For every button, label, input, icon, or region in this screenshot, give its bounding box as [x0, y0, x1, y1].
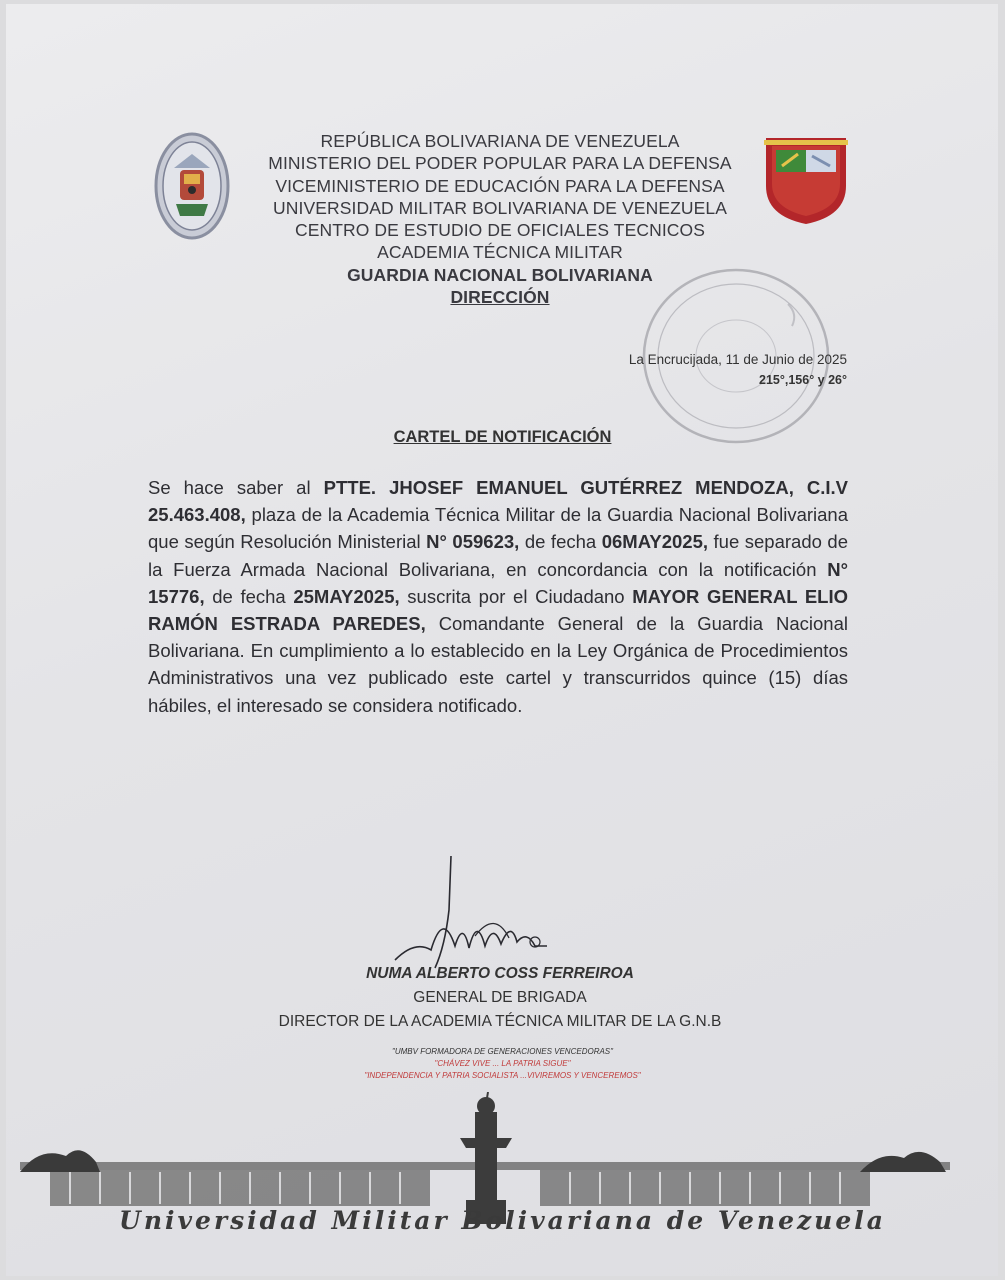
body-bold-general: MAYOR GENERAL ELIO RAMÓN ESTRADA PAREDES,: [148, 585, 848, 635]
body-bold-notification: N° 15776,: [148, 558, 848, 607]
body-text-3: de fecha: [519, 531, 602, 553]
mottos-block: [0, 1046, 1005, 1082]
guard-shield-icon: [762, 132, 850, 226]
document-title-wrapper: [0, 428, 1005, 447]
university-footer-title: Universidad Militar Bolivariana de Venezuela: [119, 1206, 886, 1235]
date-reference: 215°,156° y 26°: [759, 373, 847, 387]
header-line-guard: GUARDIA NACIONAL BOLIVARIANA: [347, 264, 653, 285]
body-text-2: plaza de la Academia Técnica Militar de la Guardia Nacional Bolivariana que según Resolución Ministerial: [148, 504, 848, 553]
notification-body: [148, 474, 848, 719]
body-text-7: Comandante General de la Guardia Nacional Bolivariana. En cumplimiento a lo establecido en la Ley Orgánica de Procedimientos Administrativos una vez publicado este cartel y transcurridos quince (15) días hábiles, el interesado se considera notificado.: [148, 613, 848, 716]
signatory-name: NUMA ALBERTO COSS FERREIROA: [366, 965, 634, 982]
date-block: [629, 350, 847, 390]
body-bold-date-2: 25MAY2025,: [293, 585, 400, 607]
handwritten-signature-icon: [385, 850, 565, 980]
motto-chavez: "CHÁVEZ VIVE ... LA PATRIA SIGUE": [434, 1059, 571, 1068]
body-bold-resolution: N° 059623,: [426, 531, 520, 553]
body-bold-date-1: 06MAY2025,: [601, 531, 709, 553]
header-line-academy: ACADEMIA TÉCNICA MILITAR: [377, 242, 623, 263]
header-line-republic: REPÚBLICA BOLIVARIANA DE VENEZUELA: [320, 131, 680, 151]
motto-university: "UMBV FORMADORA DE GENERACIONES VENCEDORAS": [392, 1047, 613, 1056]
signatory-block: [0, 962, 1000, 1034]
header-line-university: UNIVERSIDAD MILITAR BOLIVARIANA DE VENEZUELA: [273, 197, 727, 218]
body-bold-officer: PTTE. JHOSEF EMANUEL GUTÉRREZ MENDOZA, C.I.V 25.463.408,: [148, 477, 849, 526]
body-text-6: suscrita por el Ciudadano: [399, 585, 633, 607]
header-line-ministry: MINISTERIO DEL PODER POPULAR PARA LA DEFENSA: [268, 153, 732, 174]
place-date: La Encrucijada, 11 de Junio de 2025: [628, 352, 847, 367]
body-text-5: de fecha: [204, 585, 294, 607]
header-line-vice-ministry: VICEMINISTERIO DE EDUCACIÓN PARA LA DEFENSA: [275, 175, 725, 196]
signatory-position: DIRECTOR DE LA ACADEMIA TÉCNICA MILITAR DE LA G.N.B: [278, 1013, 722, 1030]
signatory-rank: GENERAL DE BRIGADA: [413, 989, 587, 1006]
body-text-1: Se hace saber al: [148, 477, 324, 498]
header-line-direction: DIRECCIÓN: [450, 287, 550, 308]
university-emblem-icon: [152, 130, 232, 242]
motto-independence: "INDEPENDENCIA Y PATRIA SOCIALISTA ...VIVIREMOS Y VENCEREMOS": [364, 1071, 641, 1080]
header-line-center: CENTRO DE ESTUDIO DE OFICIALES TECNICOS: [294, 220, 706, 241]
body-text-4: fue separado de la Fuerza Armada Nacional Bolivariana, en concordancia con la notificación: [148, 531, 849, 580]
document-title: CARTEL DE NOTIFICACIÓN: [393, 428, 612, 446]
